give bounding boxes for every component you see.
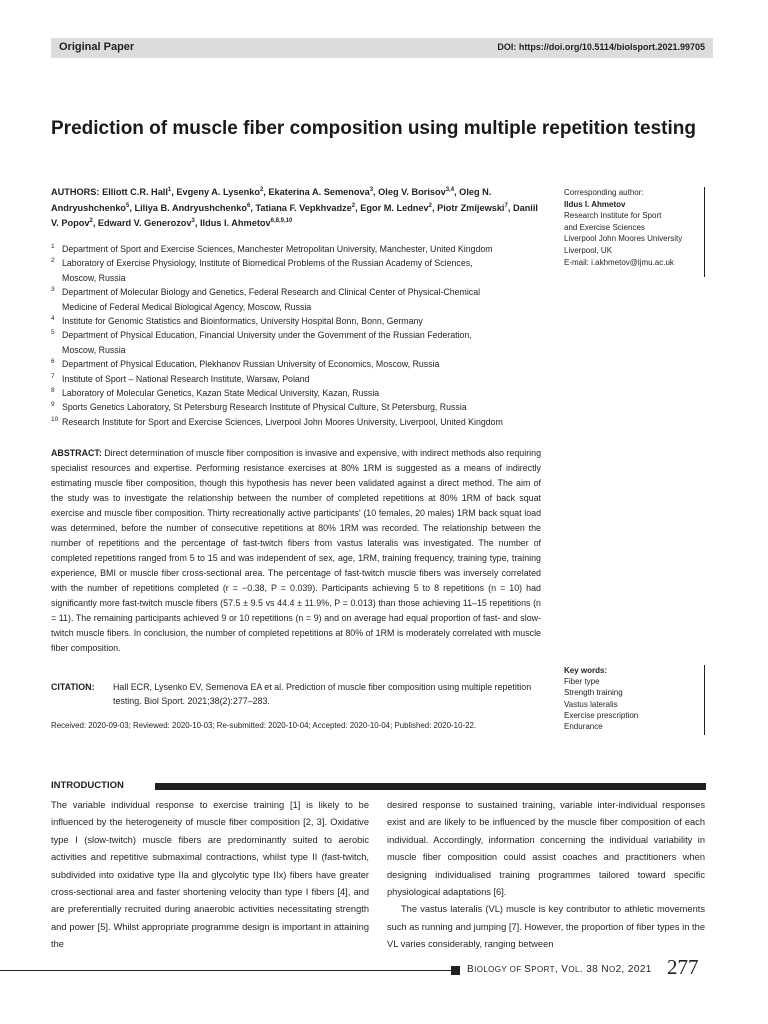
affiliation-number: 1 — [51, 243, 55, 250]
intro-left-column — [51, 797, 369, 954]
author-affiliation-sup: 2 — [89, 218, 93, 225]
corr-line: Liverpool, UK — [564, 245, 613, 255]
affiliation-line: Department of Molecular Biology and Genetics, Federal Research and Clinical Center of Physical-Chemical — [62, 287, 481, 298]
author-affiliation-sup: 3 — [369, 187, 374, 193]
journal-part: O — [608, 965, 616, 974]
author-affiliation-sup: 1 — [167, 187, 172, 193]
author-name: Tatiana F. Vepkhvadze — [255, 202, 352, 213]
affiliation-item — [51, 372, 543, 386]
citation-text: Hall ECR, Lysenko EV, Semenova EA et al. Prediction of muscle fiber composition using multiple repetition testing. Biol Sport. 2021;38(2):277–283. — [113, 682, 532, 706]
keyword-item: Endurance — [564, 722, 603, 732]
author-separator: , — [454, 187, 460, 198]
affiliation-text — [62, 386, 379, 400]
corr-line: Liverpool John Moores University — [564, 234, 683, 244]
introduction-heading: INTRODUCTION — [51, 780, 130, 791]
paper-title: Prediction of muscle fiber composition using multiple repetition testing — [51, 118, 696, 139]
author-name: Piotr Zmijewski — [437, 202, 505, 213]
affiliation-item — [51, 415, 543, 429]
author-affiliation-sup: 6,8,9,10 — [270, 218, 293, 225]
affiliation-line: Department of Physical Education, Plekhanov Russian University of Economics, Moscow, Russia — [62, 359, 440, 370]
affiliation-number: 8 — [51, 387, 55, 395]
author-name: Egor M. Lednev — [360, 202, 429, 213]
author-name: Daniil V. Popov — [51, 202, 538, 229]
journal-part: , V — [554, 964, 569, 975]
intro-paragraph: The variable individual response to exercise training [1] is likely to be influenced by the heterogeneity of muscle fiber composition [2, 3]. Oxidative type I (slow-twitch) muscle fibers are predominantly suited to aerobic activities and repetitive submaximal contractions, whilst type II (fast-twitch, subdivided into oxidative type IIa and glycolytic type IIx) fibers have greater cross-sectional area and faster shortening velocity than type I fibers [4], and are preferentially recruited during anaerobic activities necessitating strength and power [5]. Whilst appropriate programme design is important in attaining the — [51, 800, 369, 950]
affiliation-text — [62, 242, 493, 256]
affiliation-text — [62, 415, 503, 429]
affiliation-line: Institute for Genomic Statistics and Bioinformatics, University Hospital Bonn, Bonn, Germany — [62, 316, 423, 327]
corr-email[interactable]: E-mail: i.akhmetov@ljmu.ac.uk — [564, 257, 674, 267]
keywords-label: Key words: — [564, 666, 608, 675]
corr-line: Research Institute for Sport — [564, 211, 662, 221]
footer-rule — [0, 970, 455, 971]
corresponding-name: Ildus I. Ahmetov — [564, 199, 626, 209]
header-bar — [51, 38, 713, 58]
affiliation-item — [51, 256, 543, 285]
affiliation-item — [51, 242, 543, 256]
affiliation-text — [62, 256, 473, 285]
keyword-item: Exercise prescription — [564, 710, 639, 720]
page-number: 277 — [667, 955, 699, 979]
author-affiliation-sup: 6 — [246, 202, 251, 209]
affiliation-item — [51, 314, 543, 328]
affiliation-line: Department of Physical Education, Financial University under the Government of the Russian Federation, — [62, 330, 472, 341]
author-separator: , — [355, 202, 361, 213]
affiliation-line: Moscow, Russia — [62, 272, 126, 283]
affiliation-text — [62, 357, 439, 371]
affiliation-line: Department of Sport and Exercise Sciences, Manchester Metropolitan University, Manchester, United Kingdom — [62, 244, 493, 254]
affiliation-text — [62, 314, 423, 328]
journal-part: OL — [568, 965, 580, 974]
author-separator: , — [92, 218, 98, 229]
affiliation-text — [62, 285, 480, 314]
affiliation-line: Sports Genetics Laboratory, St Petersburg Research Institute of Physical Culture, St Petersburg, Russia — [62, 402, 467, 413]
footer-square-icon — [451, 966, 460, 975]
affiliation-line: Laboratory of Molecular Genetics, Kazan State Medical University, Kazan, Russia — [62, 388, 380, 399]
abstract-text: Direct determination of muscle fiber composition is invasive and expensive, with indirect methods also requiring specialist resources and expertise. Performing resistance exercises at 80% 1RM is suggested as a means of indirectly estimating muscle fiber composition, though this hypothesis has never been validated against a direct method. The aim of the study was to investigate the relationship between the number of completed repetitions at 80% 1RM of back squat exercise and muscle fiber composition. Thirty recreationally active participants' (10 females, 20 males) 1RM back squat load was determined, before the number of consecutive repetitions at 80% 1RM was recorded. The relationship between the number of repetitions and the percentage of fast-twitch fibers from vastus lateralis was investigated. The number of completed repetitions ranged from 5 to 15 and was independent of sex, age, 1RM, training frequency, training type, training experience, BMI or muscle fiber cross-sectional area. The percentage of fast-twitch muscle fibers was inversely correlated with the number of repetitions completed (r = −0.38, P = 0.039). Participants achieving 5 to 8 repetitions (n = 10) had significantly more fast-twitch muscle fibers (57.5 ± 9.5 vs 44.4 ± 11.9%, P = 0.013) than those achieving 11–15 repetitions (n = 11). The remaining participants achieved 9 or 10 repetitions (n = 9) and on average had equal proportion of fast- and slow-twitch muscle fibers. In conclusion, the number of completed repetitions at 80% of 1RM is moderately correlated with muscle fiber composition. — [51, 448, 542, 653]
affiliation-number: 2 — [51, 257, 55, 265]
author-name: Oleg V. Borisov — [378, 187, 446, 198]
author-name: Ildus I. Ahmetov — [199, 218, 271, 229]
affiliation-text — [62, 372, 310, 386]
author-separator: , — [263, 187, 269, 198]
affiliation-number: 3 — [51, 286, 55, 294]
affiliation-line: Medicine of Federal Medical Biological Agency, Moscow, Russia — [62, 301, 312, 312]
author-name: Liliya B. Andryushchenko — [134, 202, 247, 213]
abstract — [51, 446, 541, 656]
author-separator: , — [250, 202, 256, 213]
author-affiliation-sup: 2 — [259, 187, 264, 193]
affiliation-item — [51, 400, 543, 414]
author-name: Oleg N. Andryushchenko — [51, 187, 492, 213]
affiliation-line: Laboratory of Exercise Physiology, Institute of Biomedical Problems of the Russian Academy of Sciences, — [62, 258, 473, 269]
author-affiliation-sup: 5 — [126, 202, 130, 209]
author-separator: , — [129, 202, 135, 213]
affiliations-list — [51, 242, 543, 429]
section-rule — [155, 783, 706, 790]
affiliation-number: 10 — [51, 415, 59, 423]
authors-block — [51, 184, 543, 231]
author-separator: , — [194, 218, 200, 229]
author-affiliation-sup: 7 — [504, 202, 508, 209]
doi-link[interactable]: DOI: https://doi.org/10.5114/biolsport.2021.99705 — [497, 42, 705, 52]
keywords-box — [559, 665, 705, 735]
author-name: Elliott C.R. Hall — [102, 187, 168, 198]
author-separator: , — [507, 202, 513, 213]
author-name: Ekaterina A. Semenova — [268, 187, 370, 198]
affiliation-item — [51, 357, 543, 371]
intro-paragraph: desired response to sustained training, variable inter-individual responses exist and are likely to be influenced by the muscle fiber composition of each individual. Accordingly, information concerning the individual variability in muscle fiber composition could assist coaches and practitioners when designing individualised training programmes tailored toward specific physiological adaptations [6]. — [387, 800, 705, 898]
keyword-item: Strength training — [564, 688, 623, 698]
author-affiliation-sup: 2 — [428, 202, 432, 209]
author-affiliation-sup: 3,4 — [445, 187, 455, 193]
affiliation-item — [51, 386, 543, 400]
journal-part: B — [467, 964, 475, 975]
affiliation-text — [62, 328, 472, 357]
journal-part: S — [524, 964, 532, 975]
author-affiliation-sup: 2 — [351, 202, 356, 209]
corr-line: and Exercise Sciences — [564, 222, 645, 232]
corresponding-label: Corresponding author: — [564, 188, 644, 197]
section-label: Original Paper — [59, 41, 135, 53]
journal-part: . 38 N — [579, 964, 609, 975]
citation-block — [51, 680, 541, 708]
author-separator: , — [171, 187, 177, 198]
intro-paragraph: The vastus lateralis (VL) muscle is key contributor to athletic movements such as running and jumping [7]. However, the proportion of fiber types in the VL varies considerably, ranging between — [387, 904, 705, 950]
affiliation-number: 6 — [51, 358, 55, 366]
author-affiliation-sup: 3 — [191, 218, 195, 225]
authors-label: AUTHORS: — [51, 187, 100, 198]
author-separator: , — [431, 202, 438, 213]
keyword-item: Fiber type — [564, 677, 600, 687]
affiliation-line: Institute of Sport – National Research Institute, Warsaw, Poland — [62, 373, 310, 384]
affiliation-text — [62, 400, 467, 414]
author-list — [51, 187, 538, 228]
affiliation-item — [51, 285, 543, 314]
journal-part: PORT — [531, 965, 555, 974]
affiliation-item — [51, 328, 543, 357]
affiliation-number: 7 — [51, 372, 55, 380]
journal-part: 2, 2021 — [615, 964, 652, 975]
corresponding-author-box — [559, 187, 705, 277]
affiliation-line: Moscow, Russia — [62, 344, 126, 355]
keyword-item: Vastus lateralis — [564, 699, 618, 709]
affiliation-number: 4 — [51, 315, 55, 323]
citation-label: CITATION: — [51, 682, 95, 692]
author-separator: , — [373, 187, 379, 198]
affiliation-number: 5 — [51, 329, 55, 337]
journal-part: IOLOGY OF — [474, 965, 525, 974]
footer-journal — [467, 964, 652, 975]
author-name: Evgeny A. Lysenko — [176, 187, 260, 198]
intro-right-column — [387, 797, 705, 954]
author-name: Edward V. Generozov — [97, 218, 192, 229]
affiliation-number: 9 — [51, 401, 55, 409]
abstract-label: ABSTRACT: — [51, 448, 102, 458]
affiliation-line: Research Institute for Sport and Exercise Sciences, Liverpool John Moores University, Liverpool, United Kingdom — [62, 416, 503, 427]
received-dates: Received: 2020-09-03; Reviewed: 2020-10-03; Re-submitted: 2020-10-04; Accepted: 2020-10-04; Published: 2020-10-22. — [51, 721, 477, 730]
